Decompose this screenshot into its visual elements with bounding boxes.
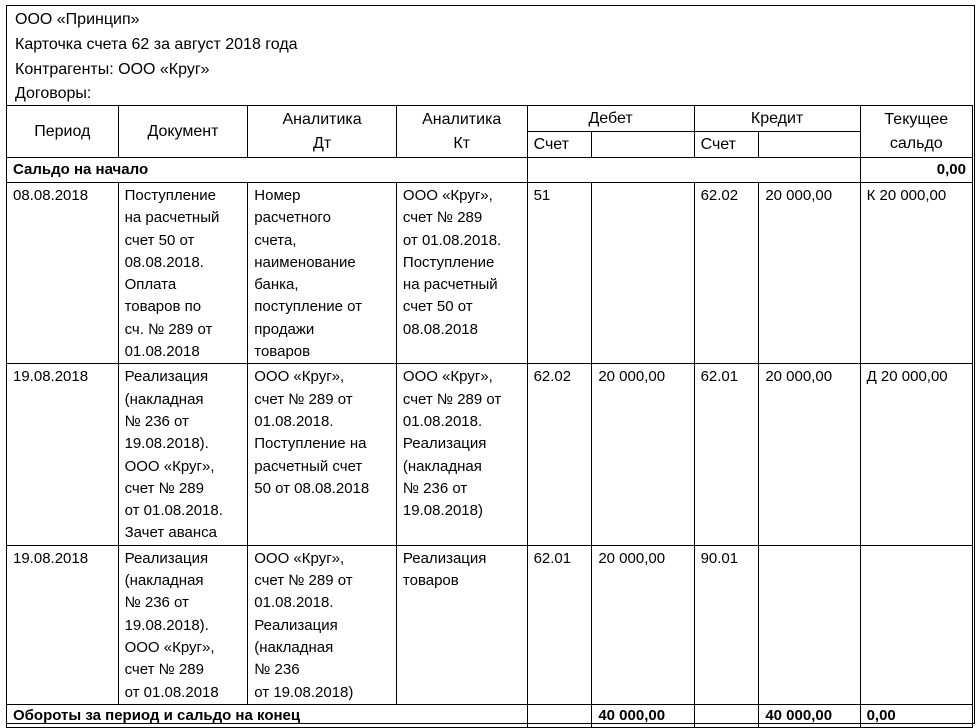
- row-document-line: № 236 от: [124, 594, 189, 612]
- col-debit-account: Счет: [527, 132, 592, 158]
- row-document-line: № 236 от: [124, 412, 189, 430]
- col-balance: [860, 106, 972, 158]
- row-document-line: Поступление: [124, 187, 216, 204]
- row-analytics-dt: [248, 183, 397, 364]
- row-analytics-dt-line: ООО «Круг»,: [254, 549, 345, 567]
- col-credit-amount: [759, 132, 860, 158]
- row-document-line: ООО «Круг»,: [124, 638, 215, 656]
- row-analytics-kt-line: 08.08.2018: [402, 320, 478, 338]
- col-debit-amount: [592, 132, 694, 158]
- col-analytics-dt-line: Дт: [313, 134, 332, 152]
- row-document: [118, 183, 248, 364]
- row-analytics-kt-line: счет № 289 от: [402, 390, 502, 408]
- row-analytics-dt-line: расчетный счет: [254, 457, 363, 475]
- row-analytics-kt-line: счет 50 от: [402, 298, 473, 316]
- table-row: [7, 545, 973, 704]
- row-debit-amount: 20 000,00: [592, 545, 694, 704]
- col-analytics-dt: [248, 106, 397, 158]
- opening-balance-row: [7, 158, 973, 183]
- row-credit-account: 62.02: [694, 183, 759, 364]
- row-analytics-kt-line: от 01.08.2018.: [402, 231, 502, 249]
- row-analytics-dt-line: 01.08.2018.: [254, 412, 334, 430]
- row-document-line: Зачет аванса: [124, 524, 217, 542]
- totals-label: Обороты за период и сальдо на конец: [7, 704, 528, 727]
- row-analytics-kt-line: товаров: [402, 572, 459, 590]
- row-document-line: 19.08.2018).: [124, 435, 209, 453]
- row-document-line: 01.08.2018: [124, 343, 200, 361]
- col-analytics-dt-line: Аналитика: [282, 110, 362, 128]
- totals-row: [7, 704, 973, 727]
- row-analytics-dt-line: (накладная: [254, 638, 334, 656]
- row-credit-amount: 20 000,00: [759, 364, 860, 545]
- account-card-sheet: [6, 5, 975, 724]
- table-row: [7, 183, 973, 364]
- row-analytics-dt-line: товаров: [254, 343, 311, 361]
- row-credit-account: 62.01: [694, 364, 759, 545]
- row-analytics-dt-line: ООО «Круг»,: [254, 368, 345, 386]
- row-period: 19.08.2018: [7, 545, 119, 704]
- col-balance-line: сальдо: [889, 134, 943, 152]
- row-balance: Д 20 000,00: [860, 364, 972, 545]
- row-period: 19.08.2018: [7, 364, 119, 545]
- row-analytics-kt-line: № 236 от: [402, 479, 468, 497]
- report-title: Карточка счета 62 за август 2018 года: [15, 36, 298, 53]
- row-analytics-dt-line: Номер: [254, 187, 301, 204]
- col-analytics-kt-line: Аналитика: [422, 110, 502, 128]
- col-credit: Кредит: [694, 106, 860, 132]
- totals-credit: 40 000,00: [759, 704, 860, 727]
- row-credit-account: 90.01: [694, 545, 759, 704]
- row-analytics-kt-line: Реализация: [402, 549, 487, 567]
- row-analytics-kt-line: Поступление: [402, 253, 495, 271]
- row-analytics-dt-line: счет № 289 от: [254, 390, 353, 408]
- row-analytics-kt: [396, 364, 527, 545]
- row-document-line: от 01.08.2018.: [124, 502, 223, 520]
- row-balance: [860, 545, 972, 704]
- row-analytics-dt-line: от 19.08.2018): [254, 683, 354, 701]
- row-analytics-kt: [396, 545, 527, 704]
- totals-debit-account: [527, 704, 592, 727]
- col-document: Документ: [118, 106, 248, 158]
- row-document-line: счет № 289: [124, 479, 204, 497]
- totals-balance: 0,00: [860, 704, 972, 727]
- row-document-line: 19.08.2018).: [124, 616, 209, 634]
- row-balance: К 20 000,00: [860, 183, 972, 364]
- row-analytics-dt-line: наименование: [254, 253, 356, 271]
- row-analytics-dt-line: 01.08.2018.: [254, 594, 334, 612]
- row-analytics-kt-line: 19.08.2018): [402, 502, 483, 520]
- row-analytics-kt: [396, 183, 527, 364]
- totals-debit: 40 000,00: [592, 704, 694, 727]
- row-debit-account: 62.01: [527, 545, 592, 704]
- row-analytics-kt-line: счет № 289: [402, 209, 483, 227]
- header-row-top: [7, 106, 973, 132]
- opening-balance-empty: [527, 158, 860, 183]
- col-analytics-kt: [396, 106, 527, 158]
- row-analytics-dt-line: Реализация: [254, 616, 338, 634]
- opening-balance-label: Сальдо на начало: [7, 158, 528, 183]
- row-document-line: (накладная: [124, 390, 204, 408]
- row-analytics-kt-line: ООО «Круг»,: [402, 187, 493, 204]
- row-document-line: 08.08.2018.: [124, 253, 204, 271]
- row-debit-account: 62.02: [527, 364, 592, 545]
- row-period: 08.08.2018: [7, 183, 119, 364]
- row-debit-amount: 20 000,00: [592, 364, 694, 545]
- col-balance-line: Текущее: [884, 110, 949, 128]
- contracts-line: Договоры:: [15, 85, 92, 102]
- row-analytics-dt-line: счет № 289 от: [254, 572, 353, 590]
- row-credit-amount: 20 000,00: [759, 183, 860, 364]
- row-analytics-dt-line: продажи: [254, 320, 315, 338]
- row-document-line: сч. № 289 от: [124, 320, 213, 338]
- row-document-line: на расчетный: [124, 209, 220, 227]
- row-analytics-dt: [248, 545, 397, 704]
- row-document-line: Реализация: [124, 549, 209, 567]
- row-analytics-kt-line: ООО «Круг»,: [402, 368, 493, 386]
- row-document-line: Реализация: [124, 368, 209, 386]
- row-analytics-kt-line: 01.08.2018.: [402, 412, 483, 430]
- row-analytics-dt-line: Поступление на: [254, 435, 367, 453]
- row-analytics-dt-line: № 236: [254, 661, 300, 679]
- row-analytics-dt-line: поступление от: [254, 298, 363, 316]
- row-analytics-dt-line: 50 от 08.08.2018: [254, 479, 370, 497]
- row-document: [118, 545, 248, 704]
- totals-credit-account: [694, 704, 759, 727]
- row-document-line: товаров по: [124, 298, 202, 316]
- row-document-line: (накладная: [124, 572, 204, 590]
- table-row: [7, 364, 973, 545]
- row-document-line: от 01.08.2018: [124, 683, 219, 701]
- counterparties-line: Контрагенты: ООО «Круг»: [15, 61, 210, 78]
- row-document-line: ООО «Круг»,: [124, 457, 215, 475]
- row-document-line: счет 50 от: [124, 231, 195, 249]
- row-debit-amount: [592, 183, 694, 364]
- row-analytics-kt-line: (накладная: [402, 457, 482, 475]
- account-card-table: [6, 105, 973, 728]
- opening-balance-value: 0,00: [860, 158, 972, 183]
- row-document-line: счет № 289: [124, 661, 204, 679]
- col-period: Период: [7, 106, 119, 158]
- row-document: [118, 364, 248, 545]
- row-credit-amount: [759, 545, 860, 704]
- col-analytics-kt-line: Кт: [453, 134, 471, 152]
- row-analytics-dt-line: расчетного: [254, 209, 331, 227]
- row-analytics-dt-line: банка,: [254, 276, 299, 294]
- row-analytics-kt-line: на расчетный: [402, 276, 498, 294]
- row-document-line: Оплата: [124, 276, 177, 294]
- row-analytics-kt-line: Реализация: [402, 435, 487, 453]
- row-analytics-dt-line: счета,: [254, 231, 297, 249]
- col-credit-account: Счет: [694, 132, 759, 158]
- row-debit-account: 51: [527, 183, 592, 364]
- row-analytics-dt: [248, 364, 397, 545]
- org-name: ООО «Принцип»: [15, 11, 140, 28]
- col-debit: Дебет: [527, 106, 694, 132]
